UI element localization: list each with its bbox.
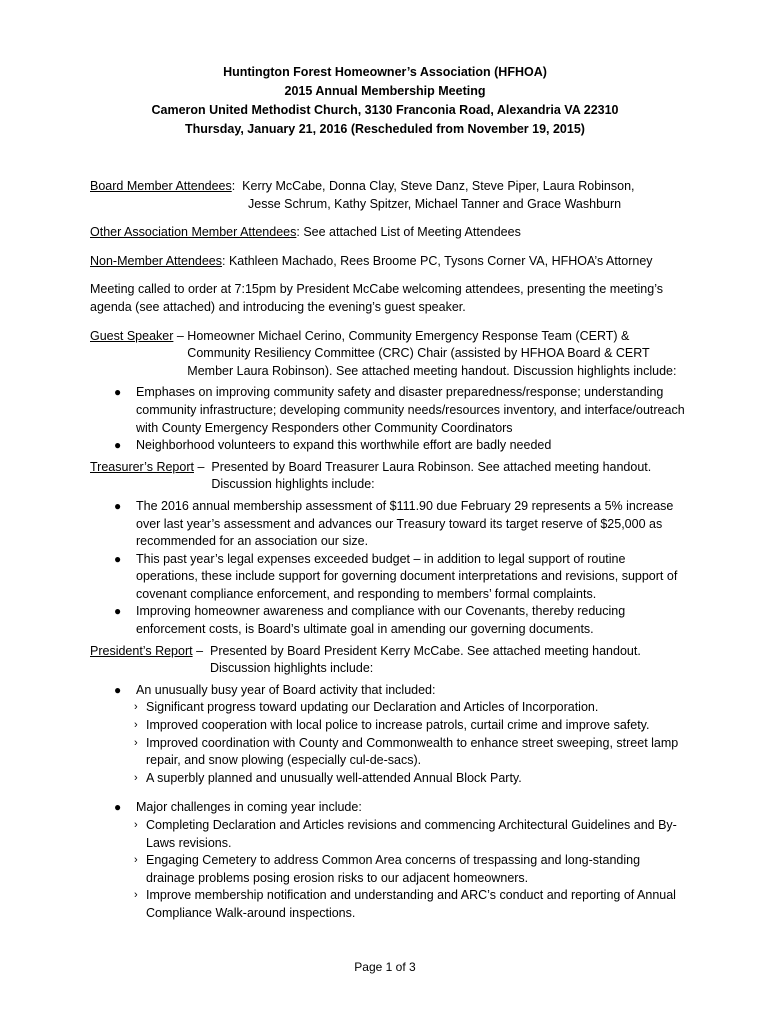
list-item: › Improved cooperation with local police to increase patrols, curtail crime and improve safety.: [136, 717, 690, 735]
chevron-right-icon: ›: [134, 889, 138, 902]
non-member-attendees-label: Non-Member Attendees: [90, 253, 223, 268]
list-item: › Improve membership notification and understanding and ARC’s conduct and reporting of Annual Compliance Walk-around inspections.: [134, 888, 676, 920]
list-item: ● Neighborhood volunteers to expand this worthwhile effort are badly needed: [136, 437, 690, 455]
activity-list: [136, 699, 690, 787]
bullet-icon: ●: [114, 438, 122, 453]
chevron-right-icon: ›: [134, 771, 138, 784]
guest-speaker-label: Guest Speaker: [90, 328, 174, 343]
bullet-icon: ●: [114, 604, 122, 619]
president-report-text: Presented by Board President Kerry McCabe. See attached meeting handout. Discussion highlights include:: [209, 643, 641, 676]
association-title: Huntington Forest Homeowner’s Association (HFHOA): [223, 65, 547, 79]
chevron-right-icon: ›: [134, 736, 138, 749]
treasurer-report-text: Presented by Board Treasurer Laura Robinson. See attached meeting handout. Discussion highlights include:: [211, 459, 652, 492]
list-item: › Engaging Cemetery to address Common Area concerns of trespassing and long-standing drainage problems posing erosion risks to our adjacent homeowners.: [134, 853, 641, 885]
chevron-right-icon: ›: [134, 854, 138, 867]
bullet-icon: ●: [114, 551, 122, 566]
chevron-right-icon: ›: [134, 819, 138, 831]
president-report-section: President’s Report – Presented by Board President Kerry McCabe. See attached meeting handout. Discussion highlights include: ● An unusually busy year of Board activity that included: › Significant progress toward updating our Declaration and Articles of Incorporation. › Improved cooperation with local police to increase patrols, curtail crime and improve safety. › Improved coordination with County and Commonwealth to enhance street sweeping, street lamp repair, and snow plowing (especially cul-de-sacs). › A superbly planned and unusually well-attended Annual Block Party. ● Major challenges in coming year include: › Completing Declaration and Articles revisions and commencing Architectural Guidelines and By-Laws revisions. › Engaging Cemetery to address Common Area concerns of trespassing and long-standing drainage problems posing erosion risks to our adjacent homeowners. › Improve membership notification and understanding and ARC’s conduct and reporting of Annual Compliance Walk-around inspections.: [90, 643, 690, 923]
other-attendees-label: Other Association Member Attendees: [90, 225, 297, 240]
document-body: [90, 178, 690, 927]
bullet-icon: ●: [114, 800, 122, 815]
list-item: ● This past year’s legal expenses exceeded budget – in addition to legal support of routine operations, these include support for governing document interpretations and revisions, support of covenant compliance enforcement, and responding to members’ formal complaints.: [114, 551, 678, 601]
list-item: › A superbly planned and unusually well-attended Annual Block Party.: [136, 770, 690, 788]
call-to-order-paragraph: Meeting called to order at 7:15pm by President McCabe welcoming attendees, presenting the meeting’s agenda (see attached) and introducing the evening’s guest speaker.: [90, 282, 664, 314]
list-item: › Improved coordination with County and Commonwealth to enhance street sweeping, street lamp repair, and snow plowing (especially cul-de-sacs).: [134, 735, 679, 768]
meeting-title: 2015 Annual Membership Meeting: [284, 84, 486, 98]
list-item: › Significant progress toward updating our Declaration and Articles of Incorporation.: [136, 699, 690, 717]
chevron-right-icon: ›: [134, 701, 138, 714]
treasurer-report-bullets: [90, 498, 690, 639]
other-attendees-section: Other Association Member Attendees: See attached List of Meeting Attendees: [90, 225, 521, 240]
board-attendees-section: Board Member Attendees: Kerry McCabe, Donna Clay, Steve Danz, Steve Piper, Laura Robinson, Jesse Schrum, Kathy Spitzer, Michael Tanner and Grace Washburn: [90, 178, 690, 213]
meeting-date: Thursday, January 21, 2016 (Rescheduled from November 19, 2015): [185, 122, 585, 136]
list-item: › Completing Declaration and Articles revisions and commencing Architectural Guidelines and By-Laws revisions.: [134, 818, 677, 850]
activity-intro: An unusually busy year of Board activity that included:: [136, 682, 436, 697]
treasurer-report-label: Treasurer’s Report: [90, 459, 194, 474]
non-member-attendees-section: Non-Member Attendees: Kathleen Machado, Rees Broome PC, Tysons Corner VA, HFHOA’s Attorney: [90, 253, 653, 268]
guest-speaker-bullets: [90, 384, 690, 454]
bullet-icon: ●: [114, 385, 122, 400]
bullet-icon: ●: [114, 682, 122, 697]
board-attendees-label: Board Member Attendees: [90, 179, 232, 193]
non-member-attendees-text: Kathleen Machado, Rees Broome PC, Tysons Corner VA, HFHOA’s Attorney: [228, 253, 653, 268]
guest-speaker-text: Homeowner Michael Cerino, Community Emergency Response Team (CERT) & Community Resiliency Committee (CRC) Chair (assisted by HFHOA Board & CERT Member Laura Robinson). See attached meeting handout. Discussion highlights include:: [187, 328, 677, 378]
list-item: ● Improving homeowner awareness and compliance with our Covenants, thereby reducing enforcement costs, is Board’s ultimate goal in amending our governing documents.: [114, 604, 626, 637]
document-header: [0, 63, 770, 139]
president-report-bullets: [90, 682, 690, 923]
other-attendees-text: See attached List of Meeting Attendees: [303, 225, 521, 240]
board-attendees-line1: Kerry McCabe, Donna Clay, Steve Danz, Steve Piper, Laura Robinson,: [242, 179, 635, 193]
guest-speaker-section: Guest Speaker – Homeowner Michael Cerino, Community Emergency Response Team (CERT) & Community Resiliency Committee (CRC) Chair (assisted by HFHOA Board & CERT Member Laura Robinson). See attached meeting handout. Discussion highlights include: ● Emphases on improving community safety and disaster preparedness/response; understanding community infrastructure; developing community needs/resources inventory, and interface/outreach with County Emergency Responders other Community Coordinators ● Neighborhood volunteers to expand this worthwhile effort are badly needed: [90, 328, 690, 455]
chevron-right-icon: ›: [134, 719, 138, 732]
list-item: [114, 799, 690, 922]
challenges-list: [136, 817, 690, 923]
bullet-icon: ●: [114, 498, 122, 513]
list-item: ● Emphases on improving community safety and disaster preparedness/response; understanding community infrastructure; developing community needs/resources inventory, and interface/outreach with County Emergency Responders other Community Coordinators: [114, 385, 685, 435]
challenges-intro: Major challenges in coming year include:: [136, 800, 362, 815]
page-number: Page 1 of 3: [354, 960, 416, 974]
list-item: ● The 2016 annual membership assessment of $111.90 due February 29 represents a 5% increase over last year’s assessment and advances our Treasury toward its target reserve of $25,000 as recommended for an association our size.: [114, 498, 674, 549]
treasurer-report-section: Treasurer’s Report – Presented by Board Treasurer Laura Robinson. See attached meeting handout. Discussion highlights include: ● The 2016 annual membership assessment of $111.90 due February 29 represents a 5% increase over last year’s assessment and advances our Treasury toward its target reserve of $25,000 as recommended for an association our size. ● This past year’s legal expenses exceeded budget – in addition to legal support of routine operations, these include support for governing document interpretations and revisions, support of covenant compliance enforcement, and responding to members’ formal complaints. ● Improving homeowner awareness and compliance with our Covenants, thereby reducing enforcement costs, is Board’s ultimate goal in amending our governing documents.: [90, 459, 690, 639]
board-attendees-line2: Jesse Schrum, Kathy Spitzer, Michael Tanner and Grace Washburn: [248, 196, 622, 211]
president-report-label: President’s Report: [90, 643, 193, 658]
list-item: [114, 682, 690, 788]
meeting-location: Cameron United Methodist Church, 3130 Franconia Road, Alexandria VA 22310: [151, 103, 619, 117]
